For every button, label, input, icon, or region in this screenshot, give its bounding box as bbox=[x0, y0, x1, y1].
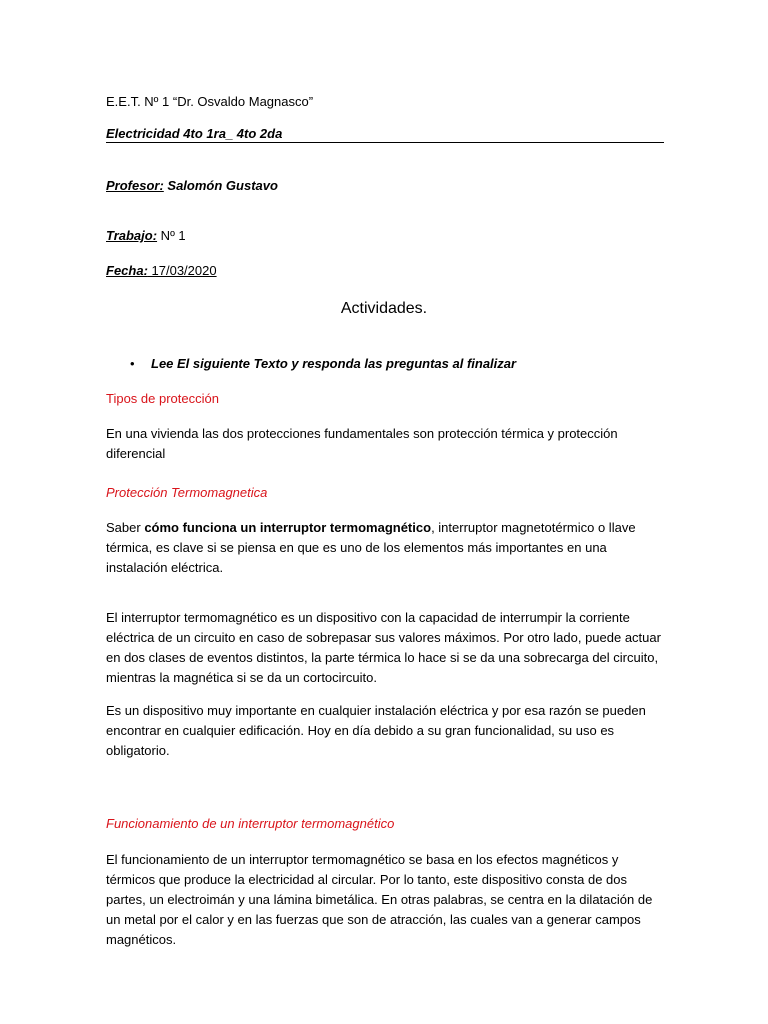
date-label: Fecha: bbox=[106, 263, 148, 278]
work-line bbox=[106, 226, 186, 246]
page-title: Actividades. bbox=[340, 300, 428, 317]
tipos-paragraph bbox=[106, 424, 662, 464]
subject-line: Electricidad 4to 1ra_ 4to 2da bbox=[106, 126, 283, 141]
func-p1-text: El funcionamiento de un interruptor termomagnético se basa en los efectos magnéticos y térmicos que produce la electricidad al circular. Por lo tanto, este dispositivo consta de dos partes, un electroimán y una lámina bimetálica. En otras palabras, se centra en la dilatación de un metal por el calor y en las fuerzas que son de atracción, las cuales van a generar campos magnéticos. bbox=[106, 852, 653, 947]
work-label: Trabajo: bbox=[106, 228, 158, 243]
date-value: 17/03/2020 bbox=[147, 263, 217, 278]
instruction-text: Lee El siguiente Texto y responda las preguntas al finalizar bbox=[151, 356, 517, 371]
termo-heading: Protección Termomagnetica bbox=[106, 485, 268, 500]
work-value: Nº 1 bbox=[157, 228, 186, 243]
termo-paragraph-3 bbox=[106, 701, 662, 761]
date-line bbox=[106, 261, 217, 281]
teacher-line bbox=[106, 176, 278, 196]
termo-p1-post: , interruptor magnetotérmico o llave térmica, es clave si se piensa en que es uno de los elementos más importantes en una instalación eléctrica. bbox=[106, 520, 636, 575]
func-paragraph-1 bbox=[106, 850, 662, 950]
header-divider bbox=[106, 142, 664, 143]
termo-p3-text: Es un dispositivo muy importante en cualquier instalación eléctrica y por esa razón se pueden encontrar en cualquier edificación. Hoy en día debido a su gran funcionalidad, su uso es obligatorio. bbox=[106, 703, 646, 758]
termo-paragraph-2 bbox=[106, 608, 662, 688]
termo-p2-text: El interruptor termomagnético es un dispositivo con la capacidad de interrumpir la corriente eléctrica de un circuito en caso de sobrepasar sus valores máximos. Por otro lado, puede actuar en dos clases de eventos distintos, la parte térmica lo hace si se da una sobrecarga del circuito, mientras la magnética si se da un cortocircuito. bbox=[106, 610, 661, 685]
teacher-value: Salomón Gustavo bbox=[163, 178, 278, 193]
func-heading: Funcionamiento de un interruptor termomagnético bbox=[106, 816, 395, 831]
bullet-icon: • bbox=[130, 356, 135, 371]
termo-p1-bold: cómo funciona un interruptor termomagnético bbox=[144, 520, 432, 535]
teacher-label: Profesor: bbox=[106, 178, 164, 193]
tipos-heading: Tipos de protección bbox=[106, 391, 219, 406]
school-name: E.E.T. Nº 1 “Dr. Osvaldo Magnasco” bbox=[106, 94, 314, 109]
tipos-text: En una vivienda las dos protecciones fundamentales son protección térmica y protección diferencial bbox=[106, 426, 618, 461]
termo-p1-pre: Saber bbox=[106, 520, 145, 535]
termo-paragraph-1 bbox=[106, 518, 662, 578]
